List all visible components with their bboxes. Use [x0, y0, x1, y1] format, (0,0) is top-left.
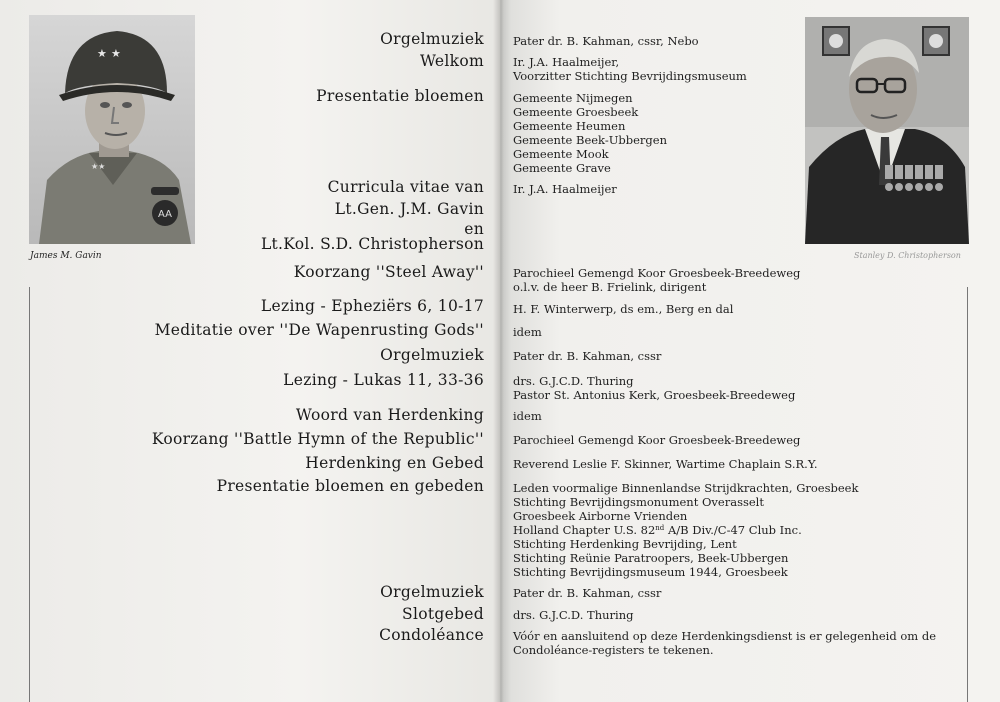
detail-line: idem — [513, 325, 542, 339]
detail-line: Pater dr. B. Kahman, cssr, Nebo — [513, 34, 699, 48]
detail-line: Groesbeek Airborne Vrienden — [513, 509, 688, 523]
program-label: Koorzang ''Steel Away'' — [293, 263, 484, 281]
detail-line: Parochieel Gemengd Koor Groesbeek-Breedeweg — [513, 266, 801, 280]
svg-text:★: ★ — [111, 47, 121, 60]
gavin-caption: James M. Gavin — [30, 251, 102, 261]
program-detail — [513, 266, 800, 294]
detail-line: Gemeente Groesbeek — [513, 105, 639, 119]
program-detail — [513, 374, 795, 402]
program-detail — [513, 302, 733, 316]
svg-text:★: ★ — [97, 47, 107, 60]
detail-line: Pater dr. B. Kahman, cssr — [513, 586, 662, 600]
page-fold — [493, 0, 511, 702]
program-label: Lt.Gen. J.M. Gavin — [334, 200, 484, 218]
svg-text:★★: ★★ — [91, 162, 106, 171]
program-label: Curricula vitae van — [327, 178, 484, 196]
program-detail — [513, 91, 667, 175]
program-label: Presentatie bloemen — [316, 87, 484, 105]
christopherson-caption: Stanley D. Christopherson — [854, 251, 961, 260]
detail-line: Gemeente Nijmegen — [513, 91, 633, 105]
detail-line: Ir. J.A. Haalmeijer — [513, 182, 617, 196]
detail-line: Gemeente Beek-Ubbergen — [513, 133, 668, 147]
program-detail — [513, 349, 661, 363]
detail-line: Gemeente Heumen — [513, 119, 626, 133]
detail-line: Parochieel Gemengd Koor Groesbeek-Breedeweg — [513, 433, 801, 447]
program-label: Lt.Kol. S.D. Christopherson — [260, 235, 484, 253]
program-detail — [513, 182, 617, 196]
detail-line: drs. G.J.C.D. Thuring — [513, 374, 634, 388]
program-detail — [513, 409, 542, 423]
program-label: Lezing - Lukas 11, 33-36 — [283, 371, 484, 389]
program-detail — [513, 34, 699, 48]
program-label: Welkom — [419, 52, 484, 70]
program-detail — [513, 608, 633, 622]
christopherson-photo — [805, 17, 969, 244]
detail-line: H. F. Winterwerp, ds em., Berg en dal — [513, 302, 734, 316]
detail-line: Gemeente Grave — [513, 161, 611, 175]
svg-text:AA: AA — [158, 209, 172, 220]
program-label: Meditatie over ''De Wapenrusting Gods'' — [154, 321, 484, 339]
program-detail — [513, 55, 747, 83]
program-detail — [513, 457, 818, 471]
program-label: en — [464, 220, 484, 238]
detail-line: Condoléance-registers te tekenen. — [513, 643, 714, 657]
left-border-line — [29, 287, 30, 702]
right-border-line — [967, 287, 968, 702]
detail-line: Stichting Reünie Paratroopers, Beek-Ubbergen — [513, 551, 789, 565]
detail-line: idem — [513, 409, 542, 423]
detail-line: Pater dr. B. Kahman, cssr — [513, 349, 662, 363]
program-label: Koorzang ''Battle Hymn of the Republic'' — [151, 430, 484, 448]
program-label: Orgelmuziek — [380, 346, 484, 364]
program-label: Condoléance — [379, 626, 484, 644]
detail-line: Stichting Bevrijdingsmonument Overasselt — [513, 495, 764, 509]
program-label: Orgelmuziek — [380, 583, 484, 601]
program-detail — [513, 629, 936, 657]
program-label: Slotgebed — [402, 605, 484, 623]
program-detail — [513, 586, 661, 600]
detail-line: Gemeente Mook — [513, 147, 609, 161]
detail-line: Voorzitter Stichting Bevrijdingsmuseum — [513, 69, 747, 83]
detail-line: Pastor St. Antonius Kerk, Groesbeek-Breedeweg — [513, 388, 796, 402]
detail-line: Vóór en aansluitend op deze Herdenkingsdienst is er gelegenheid om de — [513, 629, 937, 643]
program-label: Presentatie bloemen en gebeden — [216, 477, 484, 495]
gavin-photo — [29, 15, 195, 244]
program-label: Woord van Herdenking — [295, 406, 484, 424]
program-detail — [513, 325, 542, 339]
detail-line: Stichting Bevrijdingsmuseum 1944, Groesbeek — [513, 565, 788, 579]
program-label: Orgelmuziek — [380, 30, 484, 48]
program-detail — [513, 481, 858, 579]
detail-line: Ir. J.A. Haalmeijer, — [513, 55, 620, 69]
program-label: Herdenking en Gebed — [305, 454, 484, 472]
program-detail — [513, 433, 800, 447]
detail-line: Stichting Herdenking Bevrijding, Lent — [513, 537, 737, 551]
detail-line: o.l.v. de heer B. Frielink, dirigent — [513, 280, 707, 294]
detail-line: Leden voormalige Binnenlandse Strijdkrachten, Groesbeek — [513, 481, 859, 495]
detail-line: Holland Chapter U.S. 82nd A/B Div./C-47 Club Inc. — [513, 523, 802, 537]
detail-line: drs. G.J.C.D. Thuring — [513, 608, 634, 622]
program-label: Lezing - Epheziërs 6, 10-17 — [260, 297, 484, 315]
detail-line: Reverend Leslie F. Skinner, Wartime Chaplain S.R.Y. — [513, 457, 818, 471]
